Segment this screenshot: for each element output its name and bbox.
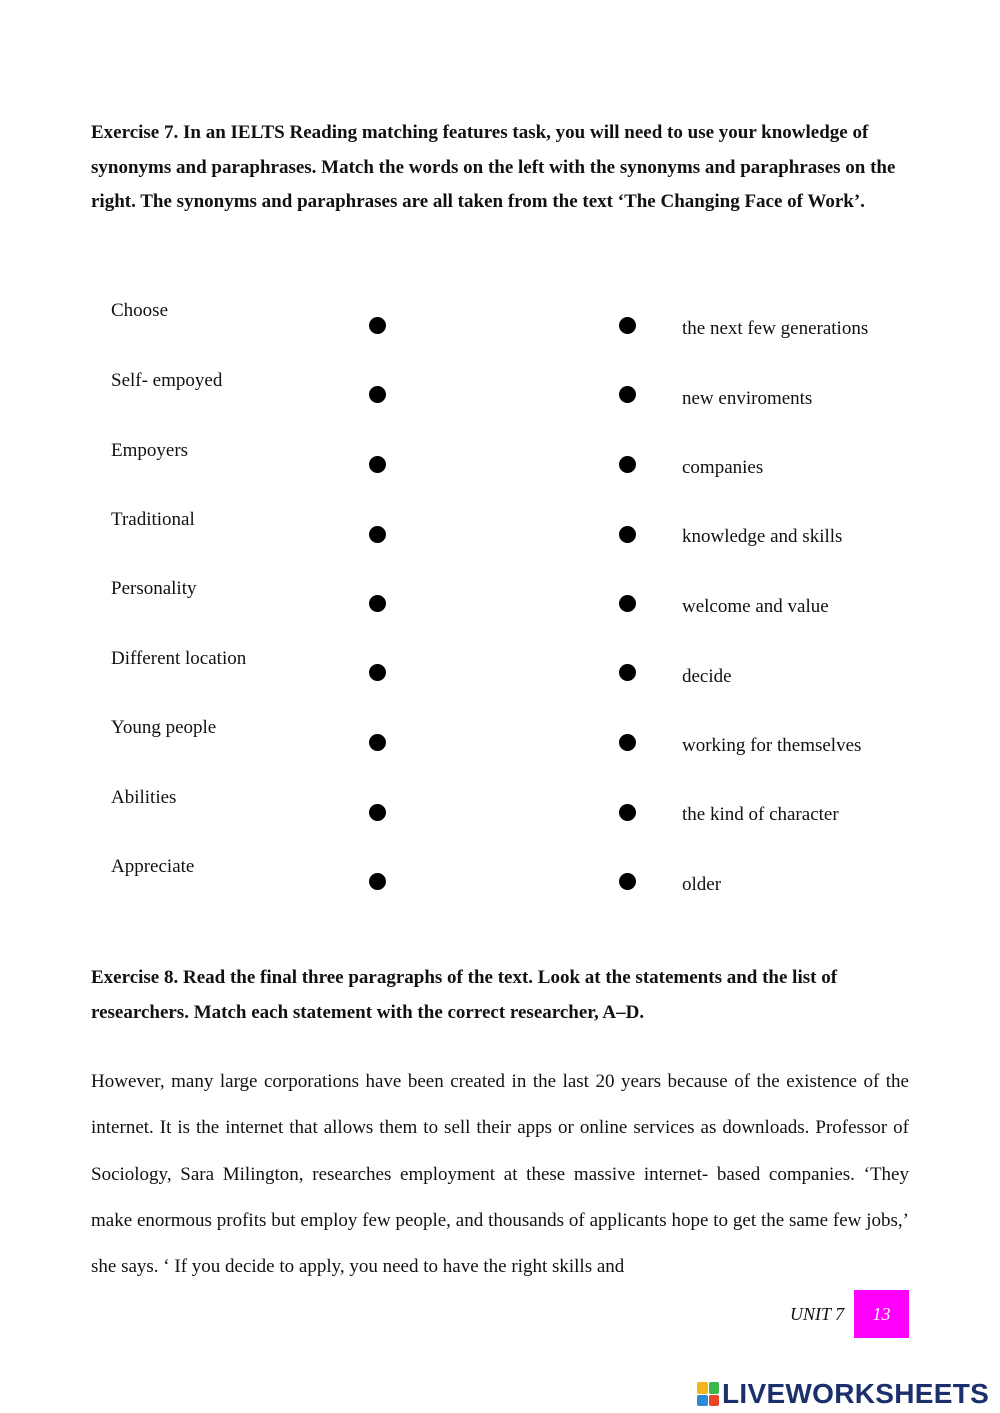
left-word: Traditional [111, 509, 195, 530]
left-match-dot[interactable] [369, 734, 386, 751]
right-match-dot[interactable] [619, 804, 636, 821]
exercise-8-heading: Exercise 8. Read the final three paragraphs of the text. Look at the statements and the list of researchers. Match each statement with the correct researcher, A–D. [91, 967, 838, 1023]
left-match-dot[interactable] [369, 664, 386, 681]
liveworksheets-logo-icon [697, 1382, 719, 1406]
right-word: knowledge and skills [682, 526, 843, 547]
left-match-dot[interactable] [369, 456, 386, 473]
left-match-dot[interactable] [369, 526, 386, 543]
left-word: Choose [111, 300, 168, 321]
left-word: Different location [111, 648, 247, 669]
left-word: Abilities [111, 787, 177, 808]
right-match-dot[interactable] [619, 595, 636, 612]
right-word: the kind of character [682, 804, 839, 825]
right-word: companies [682, 457, 764, 478]
left-word: Empoyers [111, 440, 189, 461]
left-word: Appreciate [111, 856, 195, 877]
right-match-dot[interactable] [619, 664, 636, 681]
right-match-dot[interactable] [619, 456, 636, 473]
reading-paragraph: However, many large corporations have been created in the last 20 years because of the existence of the internet. It is the internet that allows them to sell their apps or online services as downloads. Professor of Sociology, Sara Milington, researches employment at these massive internet- based companies. ‘They make enormous profits but employ few people, and thousands of applicants hope to get the same few jobs,’ she says. ‘ If you decide to apply, you need to have the right skills and [91, 1071, 909, 1278]
page-number-badge [854, 1290, 909, 1338]
right-match-dot[interactable] [619, 386, 636, 403]
left-match-dot[interactable] [369, 595, 386, 612]
page-number: 13 [872, 1303, 891, 1324]
left-word: Young people [111, 717, 217, 738]
left-match-dot[interactable] [369, 317, 386, 334]
liveworksheets-brand[interactable] [697, 1379, 989, 1409]
right-word: the next few generations [682, 318, 869, 339]
left-match-dot[interactable] [369, 873, 386, 890]
right-word: welcome and value [682, 596, 829, 617]
left-match-dot[interactable] [369, 804, 386, 821]
right-match-dot[interactable] [619, 734, 636, 751]
left-word: Personality [111, 578, 197, 599]
right-word: working for themselves [682, 735, 862, 756]
left-match-dot[interactable] [369, 386, 386, 403]
right-word: new enviroments [682, 388, 813, 409]
unit-label: UNIT 7 [790, 1304, 845, 1324]
brand-name: LIVEWORKSHEETS [722, 1378, 990, 1409]
right-match-dot[interactable] [619, 526, 636, 543]
right-match-dot[interactable] [619, 873, 636, 890]
right-word: older [682, 874, 722, 895]
exercise-7-heading: Exercise 7. In an IELTS Reading matching features task, you will need to use your knowledge of synonyms and paraphrases. Match the words on the left with the synonyms and paraphrases on the right. The synonyms and paraphrases are all taken from the text ‘The Changing Face of Work’. [91, 122, 896, 212]
right-word: decide [682, 666, 732, 687]
left-word: Self- empoyed [111, 370, 223, 391]
right-match-dot[interactable] [619, 317, 636, 334]
